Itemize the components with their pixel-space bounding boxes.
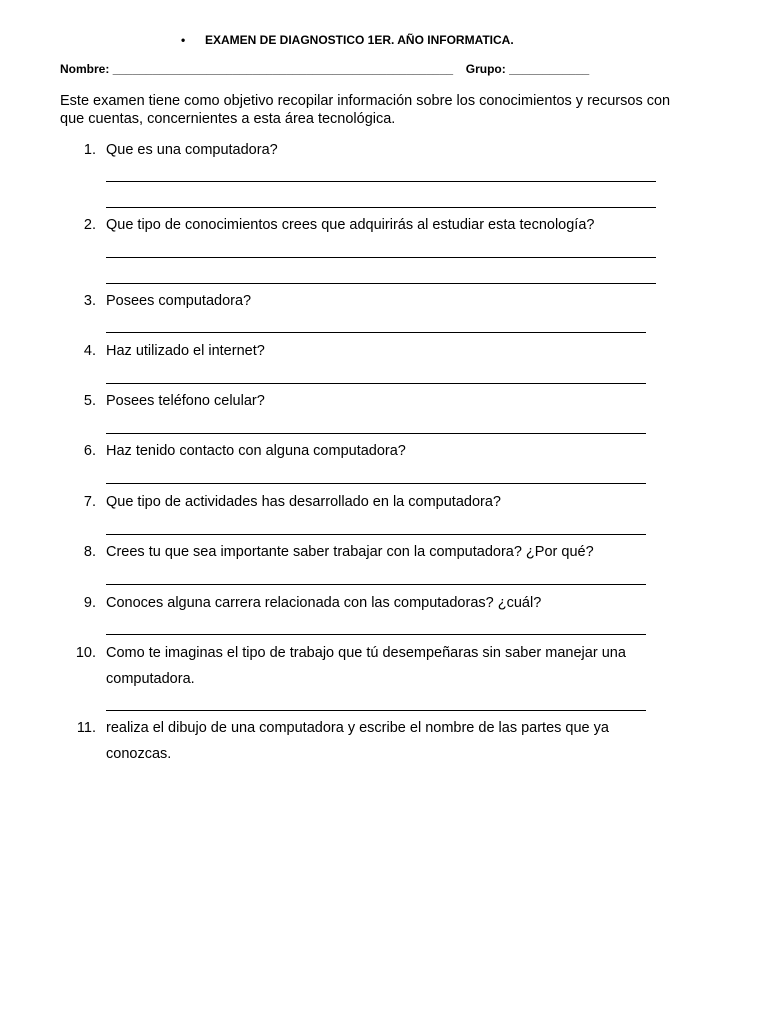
answer-line — [106, 181, 656, 182]
name-field: ___________________________________________________ — [112, 62, 454, 76]
question-number: 5. — [83, 393, 96, 409]
answer-line — [106, 283, 656, 284]
group-label: Grupo: — [465, 62, 506, 76]
question-text: Como te imaginas el tipo de trabajo que tú desempeñaras sin saber manejar una computadora. — [106, 645, 626, 687]
question-number: 3. — [83, 293, 96, 309]
group-field: ____________ — [509, 62, 590, 76]
question-number: 7. — [83, 494, 96, 510]
bullet-icon: • — [181, 33, 186, 47]
answer-line — [106, 207, 656, 208]
question-number: 4. — [83, 343, 96, 359]
question-text: Posees teléfono celular? — [106, 393, 265, 409]
question-number: 6. — [83, 443, 96, 459]
question-number: 8. — [83, 544, 96, 560]
question-text: Posees computadora? — [106, 293, 252, 309]
answer-line — [106, 257, 656, 258]
question-number: 9. — [83, 595, 96, 611]
question-number: 1. — [83, 142, 96, 158]
name-label: Nombre: — [60, 62, 110, 76]
question-text: Crees tu que sea importante saber trabajar con la computadora? ¿Por qué? — [106, 544, 594, 560]
intro-paragraph: Este examen tiene como objetivo recopilar información sobre los conocimientos y recursos con que cuentas, concernientes a esta área tecnológica. — [60, 93, 671, 127]
answer-line — [106, 584, 646, 585]
student-info-line — [60, 62, 589, 76]
answer-line — [106, 534, 646, 535]
exam-title: EXAMEN DE DIAGNOSTICO 1ER. AÑO INFORMATICA. — [205, 33, 514, 47]
answer-line — [106, 433, 646, 434]
question-text: Que tipo de conocimientos crees que adquirirás al estudiar esta tecnología? — [106, 217, 595, 233]
question-text: Conoces alguna carrera relacionada con las computadoras? ¿cuál? — [106, 595, 542, 611]
question-text: Que es una computadora? — [106, 142, 278, 158]
answer-line — [106, 634, 646, 635]
question-text: Haz utilizado el internet? — [106, 343, 265, 359]
question-text: Haz tenido contacto con alguna computadora? — [106, 443, 406, 459]
answer-line — [106, 332, 646, 333]
answer-line — [106, 710, 646, 711]
question-text: Que tipo de actividades has desarrollado en la computadora? — [106, 494, 501, 510]
answer-line — [106, 483, 646, 484]
question-number: 10. — [75, 645, 96, 661]
answer-line — [106, 383, 646, 384]
question-number: 2. — [83, 217, 96, 233]
question-text: realiza el dibujo de una computadora y escribe el nombre de las partes que ya conozcas. — [106, 720, 609, 762]
question-number: 11. — [76, 720, 96, 736]
